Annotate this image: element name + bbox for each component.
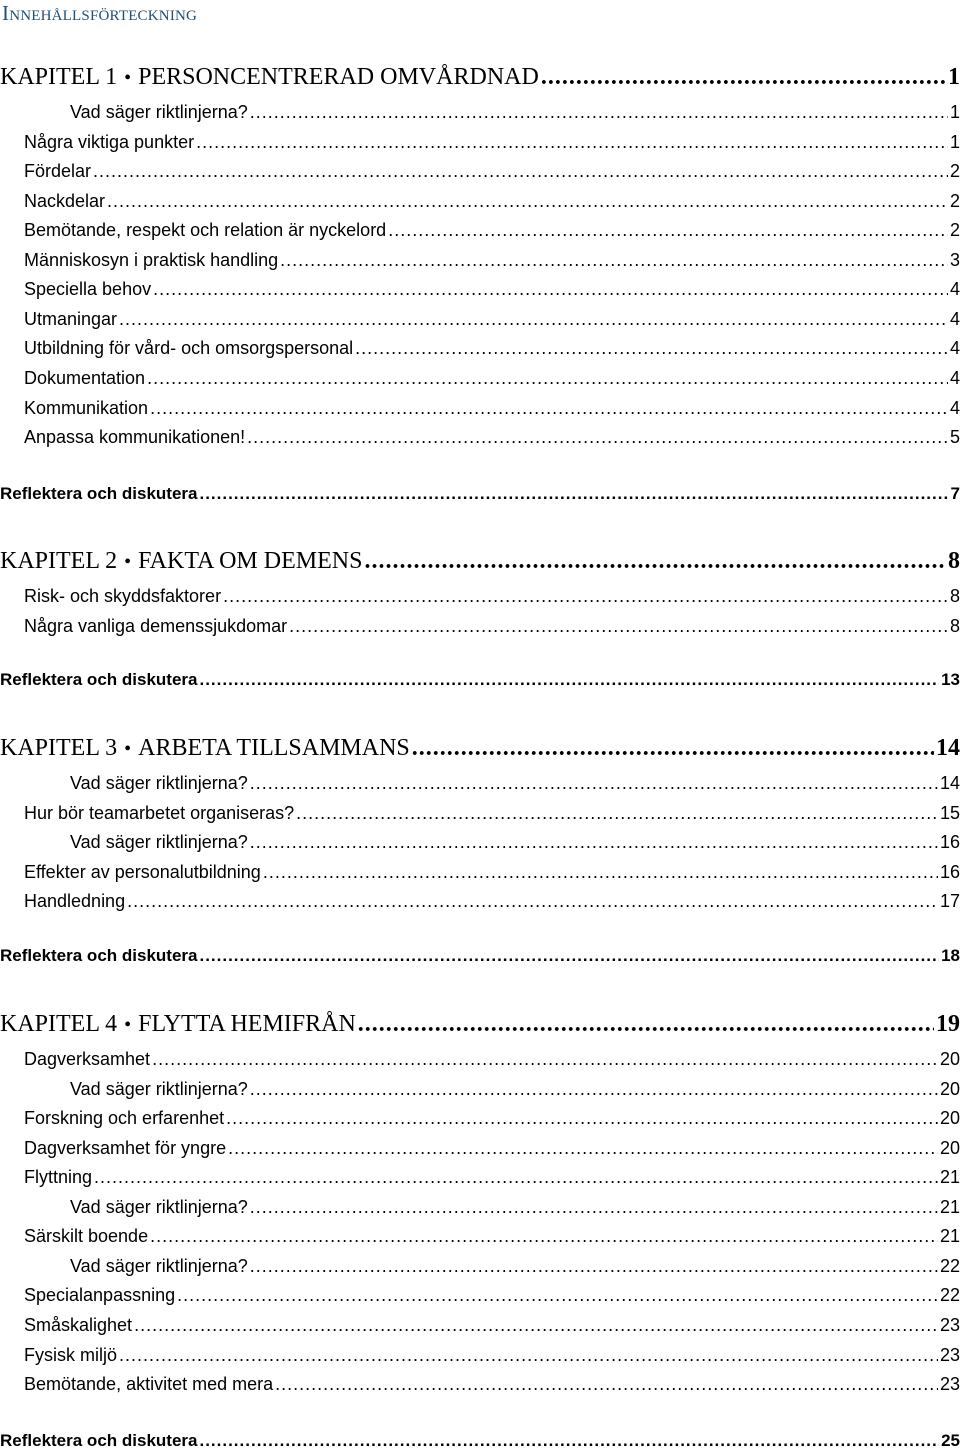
dot-leader — [93, 156, 948, 186]
dot-leader — [199, 943, 939, 969]
page-number: 21 — [939, 1167, 960, 1188]
bullet-icon: • — [124, 738, 132, 760]
toc-section-entry[interactable] — [24, 127, 960, 157]
toc-section-entry[interactable] — [24, 274, 960, 304]
toc-section-entry[interactable] — [70, 1192, 960, 1222]
toc-section-entry[interactable] — [24, 1044, 960, 1074]
section-title: Flyttning — [24, 1167, 93, 1188]
toc-section-entry[interactable] — [24, 798, 960, 828]
section-title: Effekter av personalutbildning — [24, 861, 261, 882]
dot-leader — [223, 581, 948, 611]
page-number: 4 — [949, 397, 960, 418]
section-title: Dagverksamhet — [24, 1049, 151, 1069]
section-title: Fördelar — [24, 161, 92, 182]
page-number: 1 — [948, 64, 960, 90]
dot-leader — [289, 611, 948, 641]
toc-section-entry[interactable] — [24, 1221, 960, 1251]
toc-chapter-entry[interactable] — [0, 1009, 960, 1039]
dot-leader — [119, 304, 948, 334]
section-title: Fysisk miljö — [24, 1344, 117, 1365]
dot-leader — [134, 1310, 938, 1340]
section-title: Anpassa kommunikationen! — [24, 427, 246, 448]
dot-leader — [250, 1074, 938, 1104]
page-number: 2 — [949, 220, 960, 241]
page-number: 7 — [950, 484, 960, 503]
reflect-title: Reflektera och diskutera — [0, 1431, 198, 1450]
page-number: 23 — [939, 1344, 960, 1365]
section-title: Vad säger riktlinjerna? — [70, 1255, 248, 1276]
page-number: 20 — [939, 1137, 960, 1158]
section-title: Några vanliga demenssjukdomar — [24, 615, 288, 636]
section-title: Bemötande, respekt och relation är nyckelord — [24, 220, 387, 241]
page-number: 14 — [939, 773, 960, 793]
dot-leader — [280, 245, 948, 275]
toc-section-entry[interactable] — [70, 768, 960, 798]
section-title: Vad säger riktlinjerna? — [70, 1078, 248, 1099]
section-title: Specialanpassning — [24, 1285, 176, 1306]
toc-chapter-entry[interactable] — [0, 62, 960, 92]
toc-section-entry[interactable] — [24, 1369, 960, 1399]
bullet-icon: • — [124, 551, 132, 573]
toc-reflect-entry[interactable] — [0, 943, 960, 969]
page-number: 22 — [939, 1255, 960, 1276]
toc-chapter-entry[interactable] — [0, 733, 960, 763]
toc-chapter-entry[interactable] — [0, 546, 960, 576]
toc-section-entry[interactable] — [24, 186, 960, 216]
toc-section-entry[interactable] — [24, 215, 960, 245]
section-title: Bemötande, aktivitet med mera — [24, 1374, 274, 1395]
chapter-title: PERSONCENTRERAD OMVÅRDNAD — [138, 64, 539, 90]
toc-reflect-entry[interactable] — [0, 481, 960, 507]
page-number: 4 — [949, 279, 960, 300]
dot-leader — [541, 62, 946, 92]
reflect-title: Reflektera och diskutera — [0, 670, 198, 689]
dot-leader — [152, 1044, 938, 1074]
page-number: 18 — [941, 946, 960, 965]
dot-leader — [250, 97, 948, 127]
section-title: Nackdelar — [24, 190, 106, 211]
dot-leader — [250, 1192, 938, 1222]
chapter-title: FAKTA OM DEMENS — [138, 548, 363, 574]
toc-section-entry[interactable] — [70, 97, 960, 127]
page-number: 16 — [939, 861, 960, 882]
page-number: 20 — [939, 1049, 960, 1069]
section-title: Några viktiga punkter — [24, 131, 195, 152]
toc-section-entry[interactable] — [24, 886, 960, 916]
dot-leader — [199, 667, 939, 693]
toc-reflect-entry[interactable] — [0, 1428, 960, 1454]
section-title: Småskalighet — [24, 1314, 133, 1335]
page-number: 4 — [949, 367, 960, 388]
toc-section-entry[interactable] — [24, 1162, 960, 1192]
page-number: 21 — [939, 1196, 960, 1217]
dot-leader — [177, 1280, 938, 1310]
chapter-label: KAPITEL 1 — [0, 64, 118, 90]
chapter-heading — [0, 62, 539, 92]
page-number: 15 — [939, 802, 960, 823]
page-number: 4 — [949, 308, 960, 329]
dot-leader — [196, 127, 948, 157]
dot-leader — [250, 768, 938, 798]
dot-leader — [247, 422, 948, 452]
dot-leader — [226, 1103, 938, 1133]
reflect-title: Reflektera och diskutera — [0, 484, 198, 503]
toc-section-entry[interactable] — [24, 1280, 960, 1310]
dot-leader — [150, 1221, 938, 1251]
page-number: 23 — [939, 1374, 960, 1395]
chapter-heading — [0, 733, 410, 763]
toc-section-entry[interactable] — [24, 1103, 960, 1133]
dot-leader — [147, 363, 948, 393]
page-number: 22 — [939, 1285, 960, 1306]
chapter-title: ARBETA TILLSAMMANS — [138, 735, 410, 761]
toc-section-entry[interactable] — [24, 304, 960, 334]
toc-section-entry[interactable] — [24, 363, 960, 393]
dot-leader — [412, 733, 934, 763]
toc-section-entry[interactable] — [70, 1251, 960, 1281]
toc-section-entry[interactable] — [24, 581, 960, 611]
page-number: 23 — [939, 1314, 960, 1335]
toc-section-entry[interactable] — [24, 245, 960, 275]
section-title: Hur bör teamarbetet organiseras? — [24, 802, 295, 823]
chapter-label: KAPITEL 2 — [0, 548, 118, 574]
dot-leader — [364, 546, 946, 576]
dot-leader — [199, 1428, 939, 1454]
bullet-icon: • — [124, 1014, 132, 1036]
section-title: Utmaningar — [24, 308, 118, 329]
page-number: 16 — [939, 832, 960, 853]
section-title: Handledning — [24, 891, 126, 912]
bullet-icon: • — [124, 67, 132, 89]
page-number: 20 — [939, 1108, 960, 1129]
toc-title: Innehållsförteckning — [2, 1, 198, 25]
section-title: Forskning och erfarenhet — [24, 1108, 225, 1129]
page-number: 13 — [941, 670, 960, 689]
section-title: Risk- och skyddsfaktorer — [24, 586, 222, 606]
section-title: Speciella behov — [24, 279, 152, 300]
page-number: 8 — [949, 586, 960, 606]
toc-section-entry[interactable] — [70, 1074, 960, 1104]
section-title: Vad säger riktlinjerna? — [70, 102, 248, 122]
page-number: 21 — [939, 1226, 960, 1247]
toc-section-entry[interactable] — [70, 827, 960, 857]
page-number: 2 — [949, 161, 960, 182]
toc-section-entry[interactable] — [24, 156, 960, 186]
chapter-label: KAPITEL 4 — [0, 1011, 118, 1037]
dot-leader — [94, 1162, 938, 1192]
section-title: Dagverksamhet för yngre — [24, 1137, 227, 1158]
section-title: Vad säger riktlinjerna? — [70, 1196, 248, 1217]
page-number: 19 — [936, 1011, 960, 1037]
toc-section-entry[interactable] — [24, 333, 960, 363]
dot-leader — [263, 857, 938, 887]
toc-section-entry[interactable] — [24, 393, 960, 423]
toc-section-entry[interactable] — [24, 1133, 960, 1163]
page-number: 1 — [949, 102, 960, 122]
dot-leader — [119, 1340, 938, 1370]
section-title: Människosyn i praktisk handling — [24, 249, 279, 270]
dot-leader — [228, 1133, 938, 1163]
page-number: 17 — [939, 891, 960, 912]
chapter-label: KAPITEL 3 — [0, 735, 118, 761]
toc-section-entry[interactable] — [24, 611, 960, 641]
dot-leader — [296, 798, 938, 828]
chapter-title: FLYTTA HEMIFRÅN — [138, 1011, 356, 1037]
toc-section-entry[interactable] — [24, 857, 960, 887]
dot-leader — [127, 886, 938, 916]
chapter-heading — [0, 546, 362, 576]
dot-leader — [150, 393, 948, 423]
section-title: Vad säger riktlinjerna? — [70, 832, 248, 853]
section-title: Utbildning för vård- och omsorgspersonal — [24, 338, 354, 359]
page-number: 8 — [948, 548, 960, 574]
section-title: Särskilt boende — [24, 1226, 149, 1247]
dot-leader — [153, 274, 948, 304]
toc-reflect-entry[interactable] — [0, 667, 960, 693]
section-title: Kommunikation — [24, 397, 149, 418]
dot-leader — [107, 186, 948, 216]
toc-section-entry[interactable] — [24, 1310, 960, 1340]
chapter-heading — [0, 1009, 356, 1039]
page-number: 4 — [949, 338, 960, 359]
dot-leader — [388, 215, 948, 245]
page-number: 2 — [949, 190, 960, 211]
page-number: 8 — [949, 615, 960, 636]
section-title: Dokumentation — [24, 367, 146, 388]
page-number: 14 — [936, 735, 960, 761]
dot-leader — [199, 481, 948, 507]
dot-leader — [275, 1369, 938, 1399]
page-number: 5 — [949, 427, 960, 448]
toc-section-entry[interactable] — [24, 1340, 960, 1370]
dot-leader — [355, 333, 948, 363]
dot-leader — [358, 1009, 934, 1039]
page-number: 20 — [939, 1078, 960, 1099]
page-number: 25 — [941, 1431, 960, 1450]
toc-section-entry[interactable] — [24, 422, 960, 452]
page-number: 3 — [949, 249, 960, 270]
page-number: 1 — [949, 131, 960, 152]
dot-leader — [250, 1251, 938, 1281]
section-title: Vad säger riktlinjerna? — [70, 773, 248, 793]
dot-leader — [250, 827, 938, 857]
reflect-title: Reflektera och diskutera — [0, 946, 198, 965]
